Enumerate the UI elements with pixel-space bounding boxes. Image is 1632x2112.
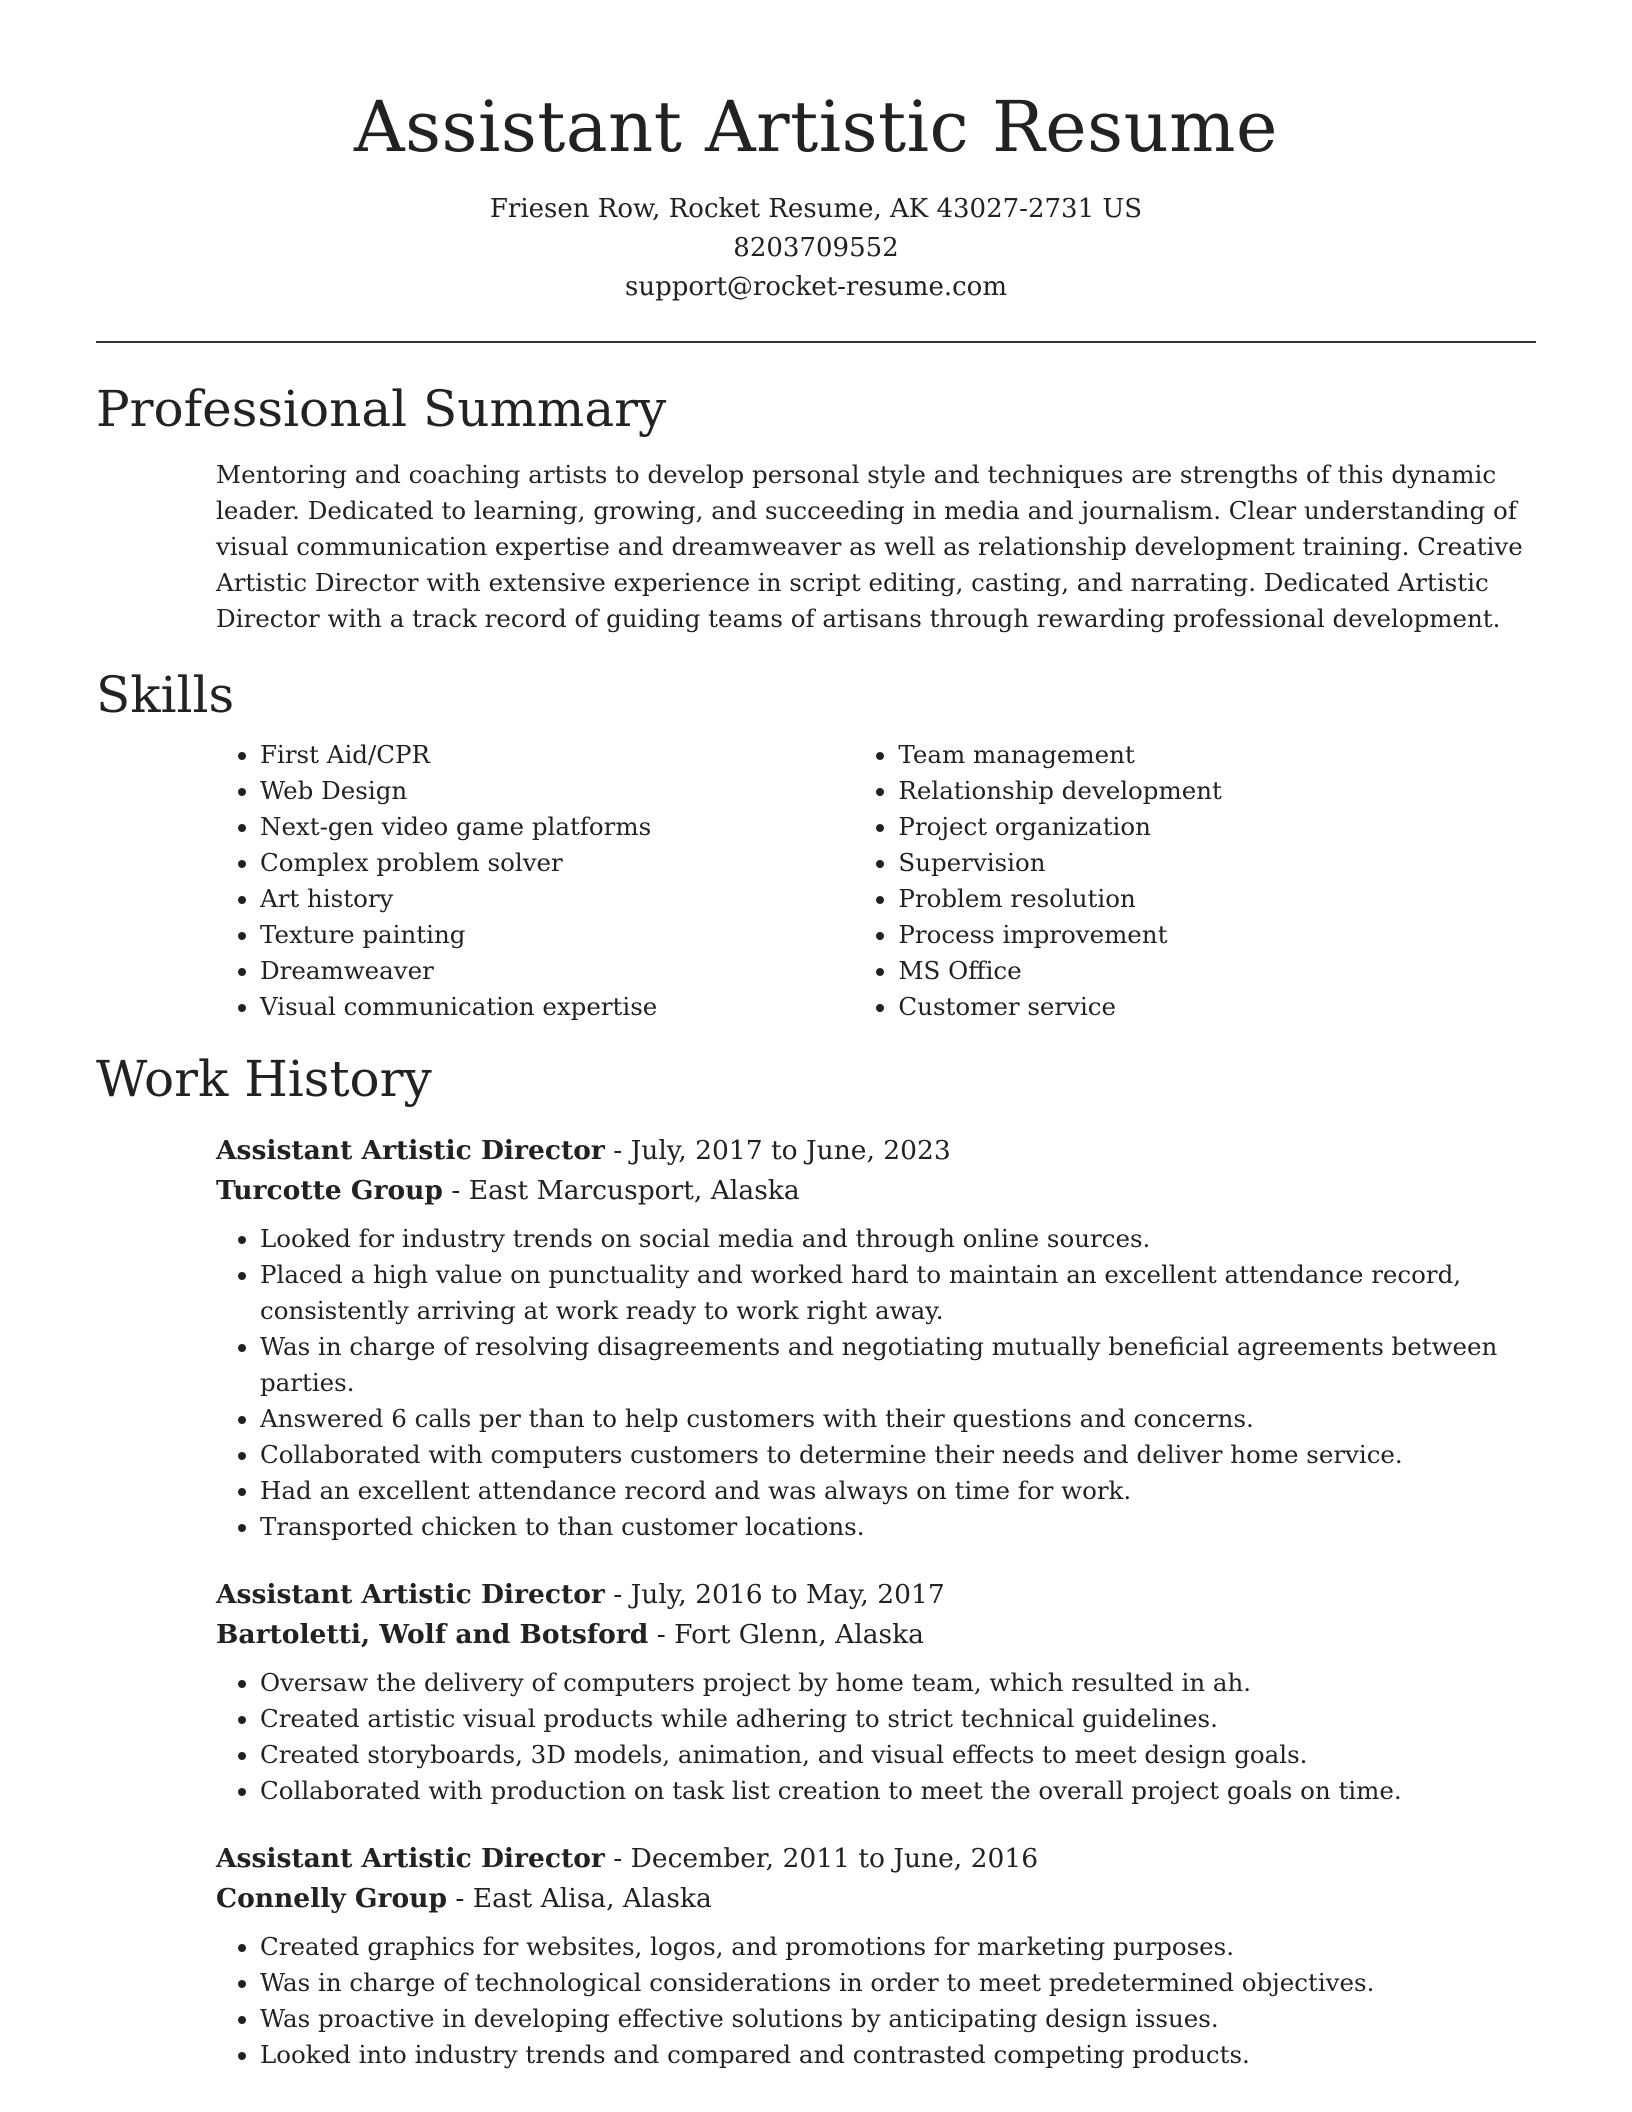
- skill-item: • Web Design: [260, 773, 854, 809]
- job-location: - Fort Glenn, Alaska: [648, 1619, 924, 1650]
- skill-item: • Problem resolution: [898, 881, 1536, 917]
- skill-item: • Art history: [260, 881, 854, 917]
- job-bullet: • Answered 6 calls per than to help customers with their questions and concerns.: [260, 1401, 1536, 1437]
- contact-email: support@rocket-resume.com: [624, 272, 1007, 302]
- job-bullet: • Was proactive in developing effective solutions by anticipating design issues.: [260, 2001, 1536, 2037]
- resume-title: Assistant Artistic Resume: [354, 86, 1278, 168]
- skill-item: • Customer service: [898, 989, 1536, 1025]
- skills-list-left: [216, 737, 854, 1025]
- job-bullet: • Collaborated with computers customers to determine their needs and deliver home service.: [260, 1437, 1536, 1473]
- skill-item: • Supervision: [898, 845, 1536, 881]
- job-role: Assistant Artistic Director: [216, 1843, 605, 1874]
- job-bullets: [216, 1221, 1536, 1545]
- skill-item: • Dreamweaver: [260, 953, 854, 989]
- job-company-line: [216, 1879, 1536, 1919]
- job-role: Assistant Artistic Director: [216, 1135, 605, 1166]
- job-bullet: • Oversaw the delivery of computers project by home team, which resulted in ah.: [260, 1665, 1536, 1701]
- job-company: Connelly Group: [216, 1883, 447, 1914]
- job-entry: [216, 1839, 1536, 2073]
- skill-item: • Process improvement: [898, 917, 1536, 953]
- resume-header: [0, 0, 1632, 307]
- job-role: Assistant Artistic Director: [216, 1579, 605, 1610]
- job-bullets: [216, 1665, 1536, 1809]
- skill-item: • Next-gen video game platforms: [260, 809, 854, 845]
- job-company-line: [216, 1171, 1536, 1211]
- job-bullet: • Created artistic visual products while adhering to strict technical guidelines.: [260, 1701, 1536, 1737]
- job-company-line: [216, 1615, 1536, 1655]
- job-bullet: • Transported chicken to than customer locations.: [260, 1509, 1536, 1545]
- skill-item: • Complex problem solver: [260, 845, 854, 881]
- skill-item: • Texture painting: [260, 917, 854, 953]
- job-bullet: • Was in charge of resolving disagreements and negotiating mutually beneficial agreements between parties.: [260, 1329, 1536, 1401]
- summary-section: [0, 379, 1632, 637]
- job-title-line: [216, 1131, 1536, 1171]
- job-dates: - December, 2011 to June, 2016: [604, 1843, 1039, 1874]
- skills-section: [0, 665, 1632, 1025]
- job-bullet: • Looked for industry trends on social media and through online sources.: [260, 1221, 1536, 1257]
- skill-item: • Project organization: [898, 809, 1536, 845]
- skills-list-right: [854, 737, 1536, 1025]
- job-bullet: • Had an excellent attendance record and was always on time for work.: [260, 1473, 1536, 1509]
- summary-heading: Professional Summary: [96, 380, 667, 438]
- skill-item: • MS Office: [898, 953, 1536, 989]
- contact-address: Friesen Row, Rocket Resume, AK 43027-2731 US: [489, 194, 1143, 224]
- contact-phone: 8203709552: [733, 233, 899, 263]
- header-divider: [96, 341, 1536, 343]
- job-title-line: [216, 1839, 1536, 1879]
- job-company: Bartoletti, Wolf and Botsford: [216, 1619, 649, 1650]
- job-bullet: • Collaborated with production on task list creation to meet the overall project goals on time.: [260, 1773, 1536, 1809]
- job-location: - East Alisa, Alaska: [446, 1883, 712, 1914]
- work-history-heading: Work History: [96, 1050, 432, 1108]
- skill-item: • Team management: [898, 737, 1536, 773]
- job-title-line: [216, 1575, 1536, 1615]
- summary-text: Mentoring and coaching artists to develop personal style and techniques are strengths of this dynamic leader. Dedicated to learning, growing, and succeeding in media and journalism. Clear understanding of visual communication expertise and dreamweaver as well as relationship development training. Creative Artistic Director with extensive experience in script editing, casting, and narrating. Dedicated Artistic Director with a track record of guiding teams of artisans through rewarding professional development.: [216, 460, 1523, 633]
- job-bullet: • Created graphics for websites, logos, and promotions for marketing purposes.: [260, 1929, 1536, 1965]
- skill-item: • First Aid/CPR: [260, 737, 854, 773]
- job-entry: [216, 1575, 1536, 1809]
- work-history-section: [0, 1049, 1632, 2073]
- skills-heading: Skills: [96, 666, 235, 724]
- skills-columns: [216, 737, 1536, 1025]
- job-bullet: • Placed a high value on punctuality and worked hard to maintain an excellent attendance record, consistently arriving at work ready to work right away.: [260, 1257, 1536, 1329]
- job-bullet: • Was in charge of technological considerations in order to meet predetermined objectives.: [260, 1965, 1536, 2001]
- skill-item: • Relationship development: [898, 773, 1536, 809]
- job-bullet: • Created storyboards, 3D models, animation, and visual effects to meet design goals.: [260, 1737, 1536, 1773]
- job-bullets: [216, 1929, 1536, 2073]
- job-dates: - July, 2017 to June, 2023: [604, 1135, 951, 1166]
- job-entry: [216, 1131, 1536, 1545]
- job-dates: - July, 2016 to May, 2017: [604, 1579, 945, 1610]
- skill-item: • Visual communication expertise: [260, 989, 854, 1025]
- job-bullet: • Looked into industry trends and compared and contrasted competing products.: [260, 2037, 1536, 2073]
- job-location: - East Marcusport, Alaska: [442, 1175, 800, 1206]
- job-company: Turcotte Group: [216, 1175, 443, 1206]
